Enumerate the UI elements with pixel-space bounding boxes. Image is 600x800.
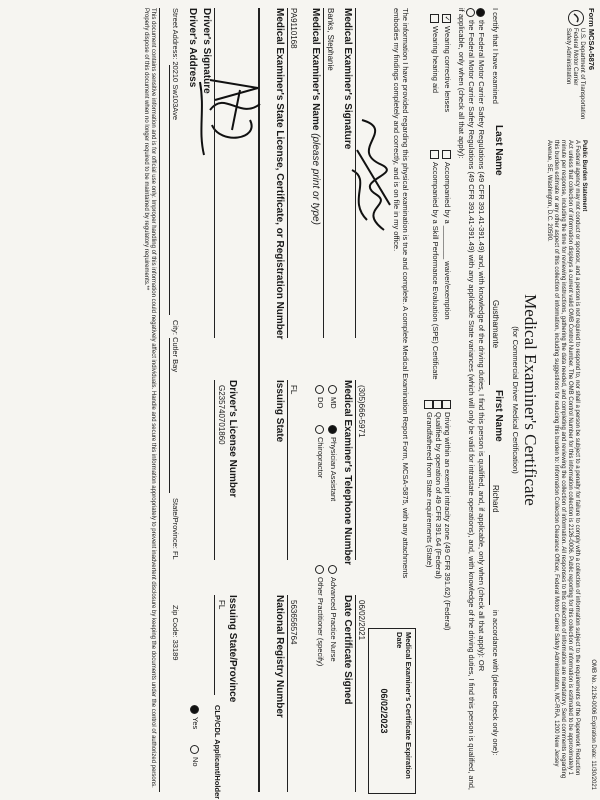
radio-icon[interactable] xyxy=(315,385,324,394)
checkbox-icon[interactable] xyxy=(442,150,451,159)
cred-label: DO xyxy=(316,397,325,409)
state-field[interactable] xyxy=(171,498,180,560)
last-name-value[interactable]: Gusthamante xyxy=(491,300,500,349)
city-label: City: xyxy=(171,320,180,335)
cred-other[interactable] xyxy=(315,565,325,666)
examiner-name-label-text: Medical Examiner's Name xyxy=(310,8,321,131)
cred-label: Chiropractor xyxy=(316,437,325,479)
cred-label: Advanced Practice Nurse xyxy=(329,577,338,662)
issuing-state-label: Issuing State xyxy=(274,380,285,443)
registry-label: National Registry Number xyxy=(274,595,285,718)
street-value[interactable]: 20210 Sw103Ave xyxy=(171,61,180,121)
dot-logo-icon xyxy=(568,10,584,26)
check-label: Qualified by operation of 49 CFR 391.64 (Federal) xyxy=(434,412,443,579)
agency-block xyxy=(564,28,585,138)
license-label: Medical Examiner's State License, Certificate, or Registration Number xyxy=(274,8,285,340)
issuing-state-value[interactable]: FL xyxy=(289,385,298,395)
option-federal-label: the Federal Motor Carrier Safety Regulations (49 CFR 391.41-391.49) and, with knowledge of the driving duties, I find this person is qualified, and, if applicable, only when (check all that apply): OR xyxy=(477,20,486,672)
examiner-phone-label: Medical Examiner's Telephone Number xyxy=(342,380,353,566)
clp-no[interactable] xyxy=(190,745,200,767)
examiner-name-value[interactable]: Banks, Stephanie xyxy=(326,8,335,71)
examiner-name-label xyxy=(310,8,321,225)
driver-signature-label: Driver's Signature xyxy=(201,8,212,94)
check-spe[interactable] xyxy=(430,150,440,380)
dl-state-label: Issuing State/Province xyxy=(227,595,238,703)
checkbox-icon[interactable] xyxy=(433,400,442,409)
cred-do[interactable] xyxy=(315,385,325,408)
examiner-signature-label: Medical Examiner's Signature xyxy=(342,8,353,150)
registry-number-value[interactable]: 5636565764 xyxy=(289,600,298,645)
cred-label: MD xyxy=(329,397,338,409)
examiner-name-hint: (please print or type) xyxy=(310,133,321,225)
check-391-64[interactable] xyxy=(433,400,443,579)
check-waiver[interactable] xyxy=(442,150,452,320)
checkbox-checked-icon[interactable]: ✓ xyxy=(443,15,451,22)
dl-number-value[interactable]: G235740701860 xyxy=(217,385,226,445)
license-number-value[interactable]: PA9110168 xyxy=(289,8,298,49)
zip-field[interactable] xyxy=(171,605,180,660)
check-corrective-lenses[interactable] xyxy=(442,14,452,112)
option-state-variance[interactable] xyxy=(457,8,476,793)
examiner-statement: The information I have provided regarding this physical examination is true and complete. A complete Medical Examination Report Form, MCSA-5875, with any attachments embodies my findings completely and correctly, and is on file in my office. xyxy=(392,8,410,579)
cred-apn[interactable] xyxy=(328,565,338,662)
cred-md[interactable] xyxy=(328,385,338,409)
clp-label: CLP/CDL Applicant/Holder xyxy=(213,705,222,800)
checkbox-icon[interactable] xyxy=(430,150,439,159)
agency-line: U.S. Department of Transportation xyxy=(579,28,585,120)
first-name-label: First Name xyxy=(493,390,504,442)
date-signed-label: Date Certificate Signed xyxy=(342,595,353,705)
yes-label: Yes xyxy=(191,717,200,730)
examiner-phone-value[interactable]: (305)666-5971 xyxy=(357,385,366,438)
check-label: Accompanied by a Skill Performance Evaluation (SPE) Certificate xyxy=(431,162,440,380)
burden-statement xyxy=(545,140,587,785)
radio-selected-icon[interactable] xyxy=(328,425,337,434)
driver-address-label: Driver's Address xyxy=(187,8,198,88)
check-label: Driving within an exempt intracity zone (49 CFR 391.62) (Federal) xyxy=(443,412,452,631)
page-title: Medical Examiner's Certificate xyxy=(521,294,540,506)
clp-yes[interactable] xyxy=(190,705,200,729)
burden-text: A Federal agency may not conduct or sponsor, and a person is not required to respond to, nor shall a person be subject to a penalty for failure to comply with a collection of information subject to the requirements of the Paperwork Reduction Act unless that collection of information displays a current valid OMB Control Number. The OMB Control Number for this information collection is 2126-0006. Public reporting for this collection of information is estimated to be approximately 1 minute per response, including the time for reviewing instructions, gathering the data needed, and completing and reviewing the collection of information. All responses to this collection of information are mandatory. Send comments regarding this burden estimate or any other aspect of this collection of information, including suggestions for reducing this burden to: Information Collection Clearance Officer, Federal Motor Carrier Safety Administration, MC-RRA, 1200 New Jersey Avenue, SE, Washington, D.C. 20590. xyxy=(546,140,580,779)
radio-federal-icon[interactable] xyxy=(476,8,485,17)
cred-chiro[interactable] xyxy=(315,425,325,478)
checkbox-icon[interactable] xyxy=(442,400,451,409)
zip-label: Zip Code: xyxy=(171,605,180,638)
check-hearing-aid[interactable] xyxy=(430,14,440,93)
agency-line: Federal Motor Carrier xyxy=(572,28,578,86)
no-label: No xyxy=(191,757,200,767)
street-label: Street Address: xyxy=(171,8,180,60)
omb-note: OMB No. 2126-0006 Expiration Date: 11/30/2021 xyxy=(590,659,596,790)
burden-title: Public Burden Statement xyxy=(581,140,587,212)
expiration-box xyxy=(368,628,416,794)
checkbox-icon[interactable] xyxy=(430,14,439,23)
accordance-text: in accordance with (please check only one): xyxy=(491,610,500,756)
dl-number-label: Driver's License Number xyxy=(227,380,238,498)
agency-line: Safety Administration xyxy=(565,28,571,85)
expiration-label: Medical Examiner's Certificate Expiration Date xyxy=(395,632,413,779)
radio-selected-icon[interactable] xyxy=(190,705,199,714)
zip-value[interactable]: 33189 xyxy=(171,639,180,661)
check-label: Wearing hearing aid xyxy=(431,26,440,93)
city-value[interactable]: Cutler Bay xyxy=(171,337,180,373)
check-grandfathered[interactable] xyxy=(424,400,434,568)
radio-icon[interactable] xyxy=(328,385,337,394)
radio-icon[interactable] xyxy=(328,565,337,574)
expiration-date[interactable]: 06/02/2023 xyxy=(379,688,389,734)
check-label: Wearing corrective lenses xyxy=(443,26,452,113)
footer-notice: This document contains sensitive information and is for official use only. Improper handling of this information could negatively affect individuals. Handle and secure this information appropriately to prevent inadvertent disclosure by keeping the documents under the control of authorized persons. Properly dispose of this document when no longer required to be maintained by regulatory requirements.** xyxy=(143,8,156,788)
city-field[interactable] xyxy=(171,320,180,372)
check-label: Accompanied by a ________ waiver/exemption xyxy=(443,162,452,320)
cred-label: Other Practitioner (specify) xyxy=(316,577,325,667)
radio-state-icon[interactable] xyxy=(466,8,475,17)
first-name-value[interactable]: Richard xyxy=(491,485,500,513)
dl-state-value[interactable]: FL xyxy=(217,600,226,610)
check-label: Grandfathered from State requirements (State) xyxy=(425,412,434,568)
certify-text: I certify that I have examined xyxy=(491,8,500,104)
radio-icon[interactable] xyxy=(315,565,324,574)
option-state-label: the Federal Motor Carrier Safety Regulations (49 CFR 391.41-391.49) with any applicable State variances (which will only be valid for intrastate operations), and, with knowledge of the driving duties, I find this person is qualified, and, if applicable, only when (check all that apply): xyxy=(457,8,476,790)
cred-label: Physician Assistant xyxy=(329,437,338,502)
street-field[interactable] xyxy=(171,8,180,120)
cred-pa[interactable] xyxy=(328,425,338,501)
state-value[interactable]: FL xyxy=(171,550,180,560)
radio-icon[interactable] xyxy=(190,745,199,754)
radio-icon[interactable] xyxy=(315,425,324,434)
state-label: State/Province: xyxy=(171,498,180,549)
option-federal[interactable] xyxy=(476,8,486,793)
checkbox-icon[interactable] xyxy=(424,400,433,409)
page-subtitle: (for Commercial Driver Medical Certification) xyxy=(511,326,520,474)
form-number: Form MCSA-5876 xyxy=(587,8,596,71)
last-name-label: Last Name xyxy=(493,125,504,176)
date-signed-value[interactable]: 06/02/2021 xyxy=(357,600,366,641)
check-intracity[interactable] xyxy=(442,400,452,630)
